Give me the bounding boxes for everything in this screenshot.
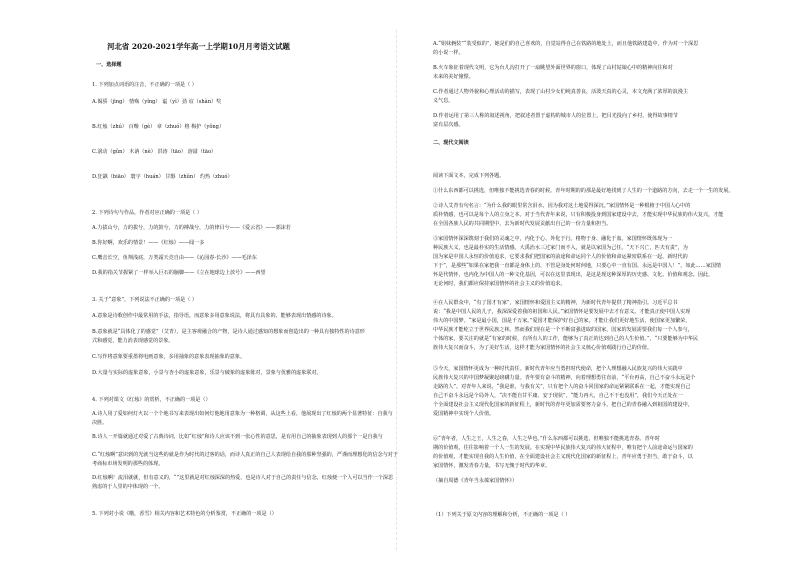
q5-option-d: D.作者运用了第三人称的叙述视角，把叙述者置于虚构的城市人的位置上，把目光投向了乡村，使得故事情节 xyxy=(433,113,678,119)
section-heading-choice: 一、选择题 xyxy=(96,62,122,68)
exam-title: 河北省 2020-2021学年高一上学期10月月考语文试题 xyxy=(107,42,290,51)
q3-option-a: A.意象是诗歌创作中最常用的手法，指导语，而意象多用意象说法，将具有具象的、能够表现出情感的诗象。 xyxy=(92,313,337,319)
para-3-line-2: 种民族大义，也是最朴实的生活情感。大禹治水三过家门而不入，就是以家国为己任。“天下兴亡，匹夫有责”，为 xyxy=(433,245,688,251)
q4-option-d: D.红烛啊！流泪就就，但有意义的，“”这里就是对红烛深深的热爱，也是诗人对于自己的责任与信念，红烛便一个人可以当作一个深思 xyxy=(92,475,394,481)
para-3-line-5: 怀是代情怀，也内化为中国人的一种文化基因，可以在这里表现出，是这是现这种深厚的历史感、文化、价值和观念。因此， xyxy=(433,272,714,278)
q2-option-d: D.我的指关节握紧了一样举入巨石的脑脚——《立在地球边上放号》——西望 xyxy=(92,270,266,276)
source-citation: （摘自周德《青年当永葆家国情怀》） xyxy=(433,478,518,484)
para-4-line-6: 族伟大复兴而奋斗，为了美好生活，这样才能为家国情怀的社会主义核心价值观践行自己的价值。 xyxy=(433,345,653,351)
q5-option-c-cont: 义气息。 xyxy=(433,98,454,104)
q1-option-d: D.狂飙（biāo） 寰宇（huán） 甘醇（zhǔn） 灼热（zhuó） xyxy=(92,174,233,180)
para-4-line-4: 中华民族才能屹立于世界民族之林。然而我们现在是一个不断富强进取的国家，国家的发展需要我们每一个人参与， xyxy=(433,327,693,333)
para-3-line-4: 下于”，是那些“如果在家把我一直都是身体上的，不管是身处何时何地，只要心中一直有国、永远是中国人！”，如此……家国情 xyxy=(433,263,721,269)
q4-option-a: A.诗人用了爱如何灯火以一个个地书写来表现出如何灯他地用意象为一种格调，从这些上看，他展现出了红烛的两个显著特征：自我与 xyxy=(92,411,393,417)
q2-option-b: B.你好啊，欢乐的情景！——《红烛》——闻一多 xyxy=(92,240,205,246)
q3-option-b: B.意象就是“具体化了的感觉”（艾青），是主客观融合的产物，是诗人通过感知的想象而创造出的一种具有独特性的诗意形 xyxy=(92,329,365,335)
q4-option-d-cont: 熟虑的于人里的中体现的一个。 xyxy=(92,484,164,490)
q5-option-b-cont: 未来的美好憧憬。 xyxy=(433,74,474,80)
q5-option-a: A.“姐妹俩装”“装受似的”，她是们的自己喜欢的，自觉站得自己在铁路的地处上，而且他铁路建造中，作为对一个深思 xyxy=(433,41,699,47)
para-5-line-1: ⑤今天，家国情怀更成为一种时代责任。新时代青年应当勇担时代使命，把个人理想融入民族复兴的伟大实践中 xyxy=(433,366,683,372)
q2-option-a: A.力拔山兮，力的拔兮，力的鼓兮，力的搏战兮，力的律目兮——《爱云省》——郭沫若 xyxy=(92,225,291,231)
right-page xyxy=(397,0,794,562)
q5-option-c: C.作者通过人物外貌和心理活动的描写，表现了山村少女们纯真善良、活泼天真的心灵，本文充满了浓厚的浪漫主 xyxy=(433,89,688,95)
para-4-line-3: 伟大的中国梦。“家是最小国，国是千万家。”爱国才能保护好自己的家，才能让我们更好地生活，使国家更加繁荣， xyxy=(433,318,691,324)
para-2-line-2: 质朴情感，也可以是每个人的立身之本。对于当代青年来说，只有积极投身到国家建设中去，才能实现中华民族的伟大复兴，才能 xyxy=(433,212,724,218)
para-6-line-4: 家国情怀，激发青春力量，书写无愧于时代的华章。 xyxy=(433,463,551,469)
para-6-line-1: ⑥“青年者，人生之王，人生之春，人生之华也。”什么东西都可以挑选，但唯独不能挑选青春。青年时 xyxy=(433,436,660,442)
q5-option-a-cont: 的小说一样。 xyxy=(433,50,464,56)
q1-option-a: A.偈骄（jìng） 情殇（yǐng） 谥（yì）劲 谊（shàn）奖 xyxy=(92,99,222,105)
q3-option-b-cont: 式和感觉，能力消表现感觉的景象。 xyxy=(92,338,174,344)
para-6-line-3: 的价值观，才能实现自我的人生价值，在全面建设社会主义现代化国家的新征程上，青年应勇于担当，敢于奋斗，以 xyxy=(433,454,693,460)
q4-option-c-cont: 考商标市场发明的那些的体现。 xyxy=(92,461,164,467)
q5-stem: 5. 下列对小说《哦，香雪》相关内容和艺术特色的分析鉴赏，不正确的一项是（） xyxy=(92,511,277,517)
para-4-line-5: 个体的家，要关注的就是“有家的时候，有所有人的工作，能够为了真正的达到自己的人生价值。”，“只要能够为中华民 xyxy=(433,336,699,342)
para-2-line-1: ②诗人艾青有句名言：“为什么我的眼里常含泪水，因为我对这土地爱得深沉。”家国情怀是一种根植于中国人心中的 xyxy=(433,203,691,209)
q3-option-c: C.写作将意象要重墨将电画意象，多用抽象的意象表现抽象的意象。 xyxy=(92,354,246,360)
para-5-line-2: 民族伟大复兴的中国梦凝聚起磅礴力量。青年要有奋斗的精神，向着理想勇往直前，“平台再高，自己不奋斗永远是个 xyxy=(433,375,696,381)
sub-question-1: （1）下列关于原文内容的理解和分析，不正确的一项是（ ） xyxy=(433,512,571,518)
para-3-line-6: 无论何时，我们都应保持家国情怀的社会主义的价值追求。 xyxy=(433,281,566,287)
q3-option-d: D.大量与实际的虚象意象，小景与杏小的虚象意象，乐景与破象的虚象陈对，景象与优雅的虚象联对。 xyxy=(92,370,322,376)
para-5-line-3: 走路的人”。对青年人来说，“我是谁，与我有关”，只有把个人的奋斗同国家的命运紧紧联系在一起，才能实现自己 xyxy=(433,384,691,390)
para-5-line-4: 自己不奋斗永远是个局外人，“决不能自甘平庸、安于现状”，“能力再大，自己不干也没用”，我们今天正处在一 xyxy=(433,393,683,399)
para-4-line-2: 说：“我是中国人民的儿子，我深深爱着我的祖国和人民。”家国情怀是要发展中去才有意义。才能真正使中国人实现 xyxy=(433,309,691,315)
q5-option-b: B.火车象征着现代文明，它为台儿沟打开了一扇眺望外面世界的窗口，体现了山村姑娘心中的精神向往和对 xyxy=(433,65,673,71)
para-3-line-3: 国为家是中国人永恒的价值追求，它要求我们把国家的前途和命运同个人的价值和命运紧密联系在一起，新时代的 xyxy=(433,254,688,260)
para-5-line-5: 个全面建设社会主义现代化国家的新征程上，新时代的青年更加需要努力奋斗，把自己的青春融入到祖国的建设中， xyxy=(433,402,693,408)
para-4-line-1: ④在人民群众中，“有了国才有家”，家国情怀和爱国主义的精神，为新时代青年提供了精神指引。习近平总书 xyxy=(433,300,678,306)
para-6-line-2: 期的价值观，往往影响着一个人一生的发展。在实现中华民族伟大复兴的伟大征程中，唯有把个人前途命运与国家的 xyxy=(433,445,693,451)
q4-stem: 4. 下列对课文《红烛》的赏析，不正确的一项是（） xyxy=(92,397,211,403)
q2-option-c: C.鹰击长空，鱼翔浅底，万类霜天竞自由——《沁园春·长沙》——毛泽东 xyxy=(92,255,257,261)
q4-option-b: B.诗人一开篇就通过对爱了古典诗词，比如“红烛”和诗人应该不到一张心性的意思，是有用自己的抽象表现到人的那个一是自我与 xyxy=(92,434,383,440)
para-1-line-1: ①什么东西都可以挑选，但唯独不能挑选青春的时候。青年时期的的那是最好地找到了人生的一个道路的方向，去走一个一生的发展。 xyxy=(433,188,734,194)
q2-stem: 2. 下列诗句与作品，作者对应正确的一项是（ ） xyxy=(92,210,202,216)
q4-option-c: C.“红烛啊”意识到的光就当这些的就是作为时代的过客的话，而诗人真正的自己人表现给自我的那种坚强的，严谨而理想化的信念与对于 xyxy=(92,452,398,458)
q3-stem: 3. 关于“意象”，下列说法不正确的一项是（ ） xyxy=(92,297,197,303)
q5-option-d-cont: 富有层次感。 xyxy=(433,122,464,128)
reading-instruction: 阅读下面文本，完成下列各题。 xyxy=(433,173,505,179)
section-heading-reading: 二、现代文阅读 xyxy=(433,140,469,146)
q4-option-a-cont: 决胜。 xyxy=(92,420,108,426)
para-2-line-3: 在全国各族人民的共同期望中，去为新时代发展贡献出自己的一份力量和担当。 xyxy=(433,221,612,227)
q1-stem: 1. 下列加点词语的注音，不正确的一项是（ ） xyxy=(92,82,197,88)
q1-option-b: B.红烛（zhú） 百啭（gè） 章（zhuó）格 梅护（yǒng） xyxy=(92,124,225,130)
para-5-line-6: 爱国精神中实现个人价值。 xyxy=(433,411,495,417)
para-3-line-1: ③家国情怀深深镌刻于我们的灵魂之中，内化于心、外化于行。格物于身、融化于血。家国情怀既体现为一 xyxy=(433,236,673,242)
q1-option-c: C.滚动（gǔn） 木讷（nè） 洪涛（tāo） 溶溢（tāo） xyxy=(92,149,217,155)
